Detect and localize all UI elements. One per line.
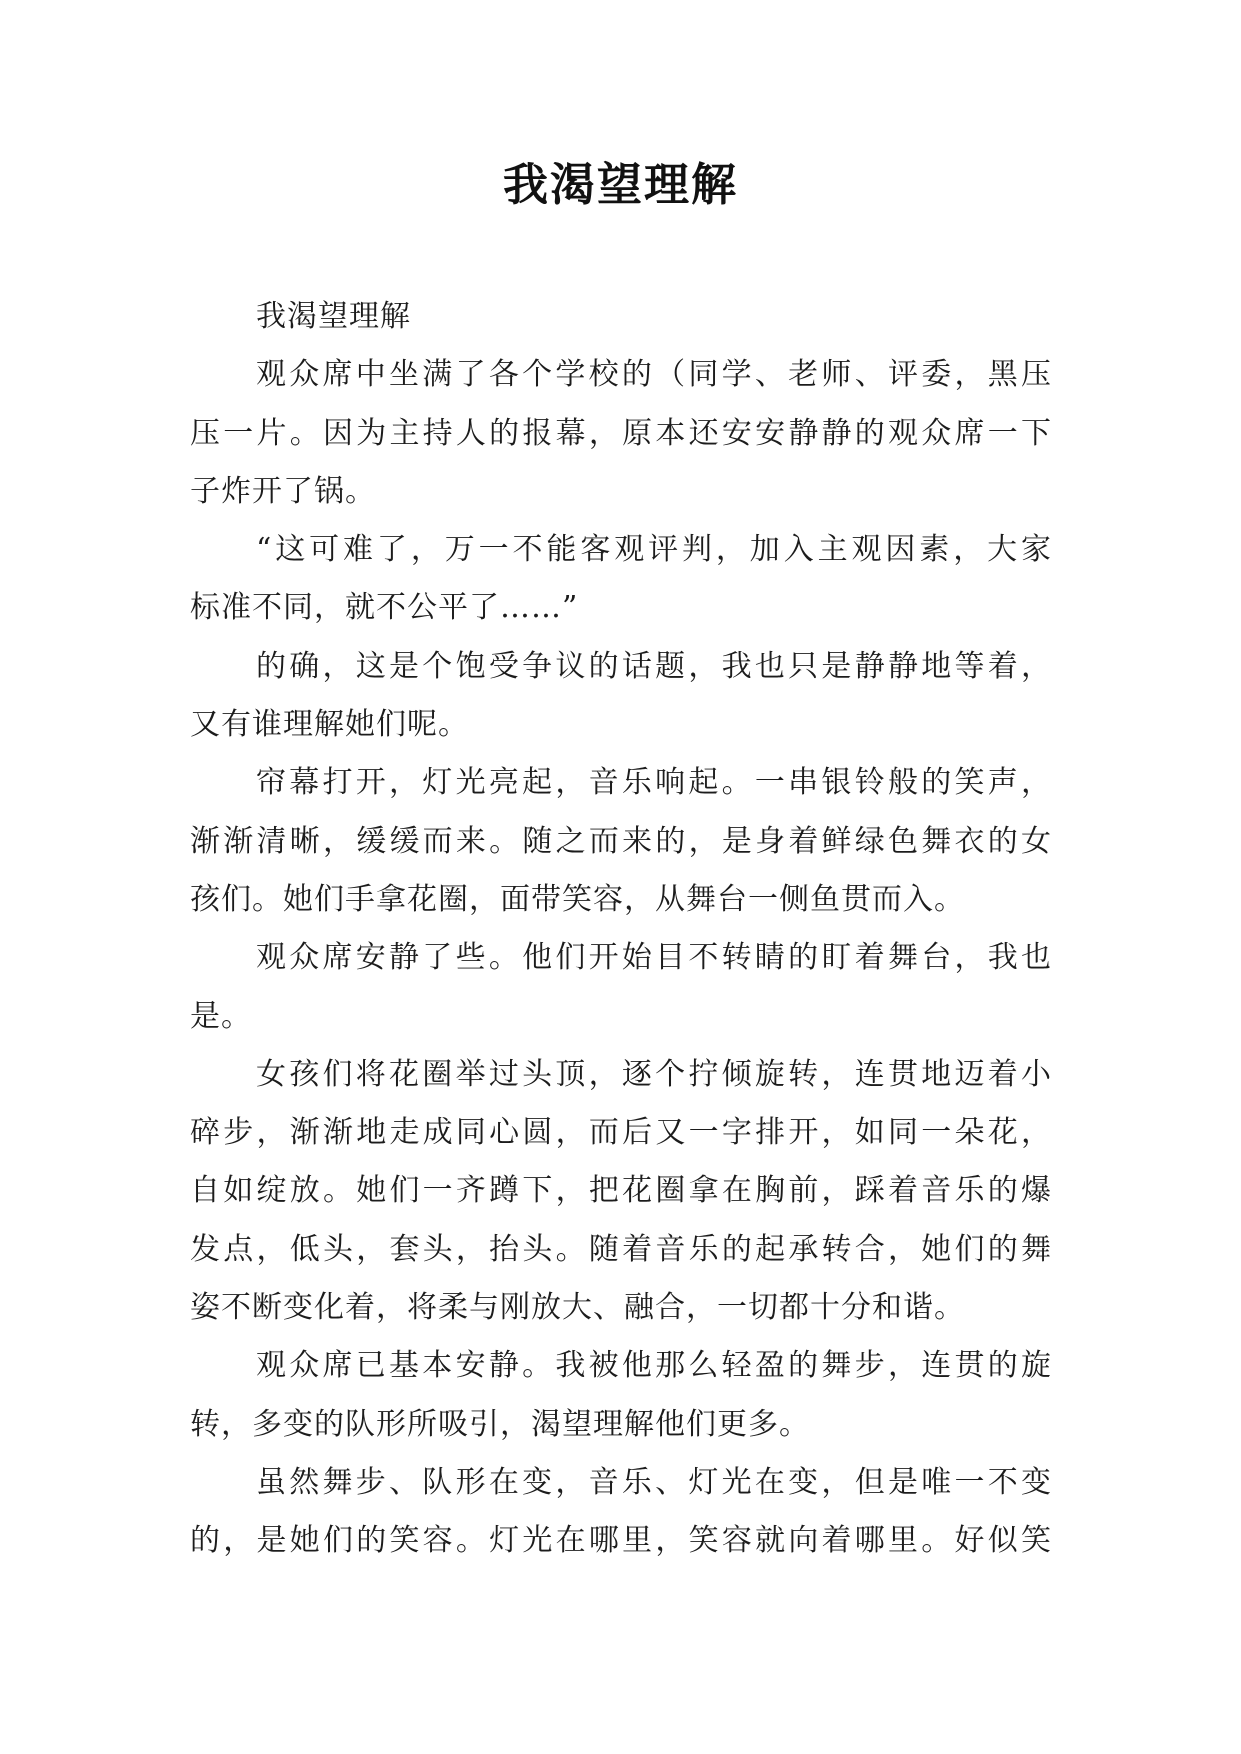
text-line: 标准不同，就不公平了……” <box>190 590 579 626</box>
paragraph <box>190 288 1052 346</box>
text-line: 子炸开了锅。 <box>190 473 376 509</box>
text-line: 观众席中坐满了各个学校的（同学、老师、评委，黑压 <box>256 357 1052 393</box>
text-line: 压一片。因为主持人的报幕，原本还安安静静的观众席一下 <box>190 415 1052 451</box>
document-title: 我渴望理解 <box>502 158 738 211</box>
paragraph <box>190 1454 1052 1571</box>
paragraph <box>190 346 1052 521</box>
text-line: 孩们。她们手拿花圈，面带笑容，从舞台一侧鱼贯而入。 <box>190 881 965 917</box>
text-line: 女孩们将花圈举过头顶，逐个拧倾旋转，连贯地迈着小 <box>256 1056 1052 1092</box>
text-line: 的确，这是个饱受争议的话题，我也只是静静地等着， <box>256 648 1052 684</box>
text-line: 又有谁理解她们呢。 <box>190 707 469 743</box>
document-body <box>190 288 1052 1571</box>
text-line: 我渴望理解 <box>256 299 411 334</box>
paragraph <box>190 1337 1052 1454</box>
text-line: 自如绽放。她们一齐蹲下，把花圈拿在胸前，踩着音乐的爆 <box>190 1173 1052 1209</box>
text-line: 观众席已基本安静。我被他那么轻盈的舞步，连贯的旋 <box>256 1348 1052 1384</box>
paragraph <box>190 638 1052 755</box>
text-line: 转，多变的队形所吸引，渴望理解他们更多。 <box>190 1406 810 1442</box>
text-line: 的，是她们的笑容。灯光在哪里，笑容就向着哪里。好似笑 <box>190 1523 1052 1559</box>
text-line: 碎步，渐渐地走成同心圆，而后又一字排开，如同一朵花， <box>190 1115 1052 1151</box>
text-line: 发点，低头，套头，抬头。随着音乐的起承转合，她们的舞 <box>190 1231 1052 1267</box>
paragraph <box>190 1046 1052 1337</box>
text-line: 姿不断变化着，将柔与刚放大、融合，一切都十分和谐。 <box>190 1290 965 1326</box>
text-line: 是。 <box>190 998 252 1034</box>
text-line: 帘幕打开，灯光亮起，音乐响起。一串银铃般的笑声， <box>256 765 1052 801</box>
text-line: 渐渐清晰，缓缓而来。随之而来的，是身着鲜绿色舞衣的女 <box>190 823 1052 859</box>
text-line: “这可难了，万一不能客观评判，加入主观因素，大家 <box>256 532 1052 568</box>
paragraph <box>190 929 1052 1046</box>
paragraph <box>190 754 1052 929</box>
text-line: 虽然舞步、队形在变，音乐、灯光在变，但是唯一不变 <box>256 1464 1052 1500</box>
paragraph <box>190 521 1052 638</box>
text-line: 观众席安静了些。他们开始目不转睛的盯着舞台，我也 <box>256 940 1052 976</box>
